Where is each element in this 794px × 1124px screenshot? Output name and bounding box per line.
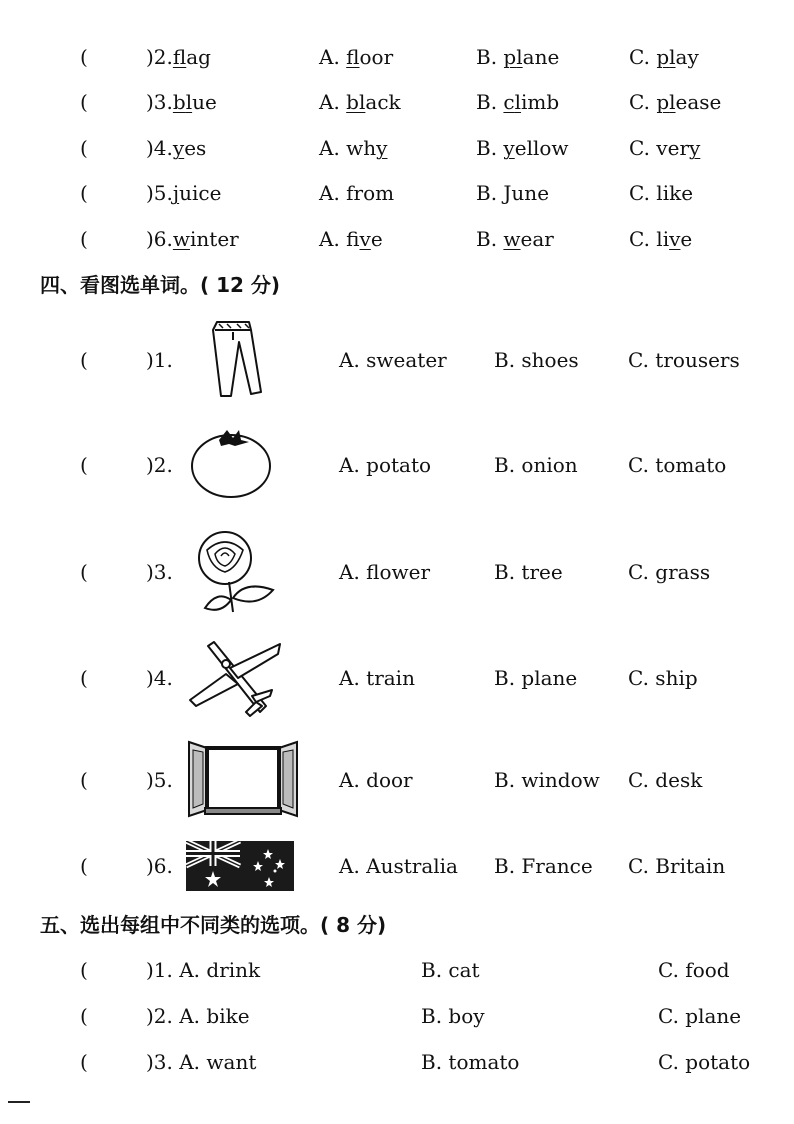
option-c: C. ship	[628, 666, 698, 690]
question: )6.winter	[146, 227, 239, 251]
option-a: A. from	[319, 181, 395, 205]
answer-paren[interactable]: (	[80, 136, 88, 160]
option-b: B. plane	[476, 45, 560, 69]
option-b: B. climb	[476, 90, 560, 114]
question: )5.juice	[146, 181, 222, 205]
option-b: B. window	[494, 768, 600, 792]
section4-row-2	[0, 445, 794, 485]
answer-paren[interactable]: (	[80, 1050, 88, 1074]
question: )3.blue	[146, 90, 217, 114]
answer-paren[interactable]: (	[80, 1004, 88, 1028]
question: )2.fag	[146, 45, 211, 69]
option-a: A. black	[319, 90, 401, 114]
answer-paren[interactable]: (	[80, 453, 88, 477]
option-c: C. tomato	[628, 453, 727, 477]
option-b: B. tree	[494, 560, 563, 584]
page-edge-mark	[8, 1101, 30, 1103]
section3-row-5	[0, 173, 794, 213]
trousers-icon	[205, 318, 267, 400]
section5-row-3	[0, 1042, 794, 1082]
option-b: B. plane	[494, 666, 578, 690]
answer-paren[interactable]: (	[80, 227, 88, 251]
answer-paren[interactable]: (	[80, 45, 88, 69]
section3-row-3	[0, 82, 794, 122]
option-a: A. sweater	[339, 348, 447, 372]
option-a: A. foor	[319, 45, 394, 69]
section3-row-4	[0, 128, 794, 168]
option-b: B. tomato	[421, 1050, 520, 1074]
answer-paren[interactable]: (	[80, 666, 88, 690]
option-c: C. desk	[628, 768, 703, 792]
section5-heading: 五、选出每组中不同类的选项。( 8 分)	[40, 913, 387, 937]
option-a: A. five	[319, 227, 383, 251]
option-c: C. Britain	[628, 854, 726, 878]
option-b: B. shoes	[494, 348, 579, 372]
option-c: C. food	[658, 958, 730, 982]
question-with-option-a: )2. A. bike	[146, 1004, 250, 1028]
option-c: C. trousers	[628, 348, 740, 372]
tomato-icon	[189, 424, 273, 500]
question-with-option-a: )1. A. drink	[146, 958, 261, 982]
option-b: B. France	[494, 854, 593, 878]
option-c: C. like	[629, 181, 694, 205]
answer-paren[interactable]: (	[80, 768, 88, 792]
option-c: C. very	[629, 136, 701, 160]
option-a: A. flower	[339, 560, 431, 584]
flower-icon	[193, 528, 279, 614]
australia-flag-icon	[186, 841, 294, 891]
option-c: C. potato	[658, 1050, 751, 1074]
section3-row-2	[0, 37, 794, 77]
question-number: )1.	[146, 348, 173, 372]
section4-row-3	[0, 552, 794, 592]
section4-row-5	[0, 760, 794, 800]
option-b: B. June	[476, 181, 550, 205]
window-icon	[187, 740, 299, 818]
option-c: C. please	[629, 90, 722, 114]
section3-row-6	[0, 219, 794, 259]
section5-row-2	[0, 996, 794, 1036]
answer-paren[interactable]: (	[80, 348, 88, 372]
option-a: A. door	[339, 768, 413, 792]
section4-row-6	[0, 846, 794, 886]
question-number: )5.	[146, 768, 173, 792]
question: )4.yes	[146, 136, 207, 160]
section5-row-1	[0, 950, 794, 990]
question-with-option-a: )3. A. want	[146, 1050, 257, 1074]
option-b: B. onion	[494, 453, 578, 477]
option-c: C. live	[629, 227, 693, 251]
section4-row-1	[0, 340, 794, 380]
question-number: )4.	[146, 666, 173, 690]
plane-icon	[186, 638, 282, 718]
option-b: B. cat	[421, 958, 480, 982]
option-b: B. wear	[476, 227, 554, 251]
option-c: C. play	[629, 45, 699, 69]
answer-paren[interactable]: (	[80, 181, 88, 205]
answer-paren[interactable]: (	[80, 958, 88, 982]
question-number: )2.	[146, 453, 173, 477]
option-a: A. train	[339, 666, 415, 690]
section4-row-4	[0, 658, 794, 698]
section4-heading: 四、看图选单词。( 12 分)	[40, 273, 281, 297]
answer-paren[interactable]: (	[80, 90, 88, 114]
option-b: B. boy	[421, 1004, 485, 1028]
question-number: )3.	[146, 560, 173, 584]
option-a: A. why	[319, 136, 388, 160]
answer-paren[interactable]: (	[80, 854, 88, 878]
option-a: A. Australia	[339, 854, 458, 878]
option-a: A. potato	[339, 453, 432, 477]
question-number: )6.	[146, 854, 173, 878]
answer-paren[interactable]: (	[80, 560, 88, 584]
option-b: B. yellow	[476, 136, 569, 160]
option-c: C. plane	[658, 1004, 742, 1028]
option-c: C. grass	[628, 560, 711, 584]
